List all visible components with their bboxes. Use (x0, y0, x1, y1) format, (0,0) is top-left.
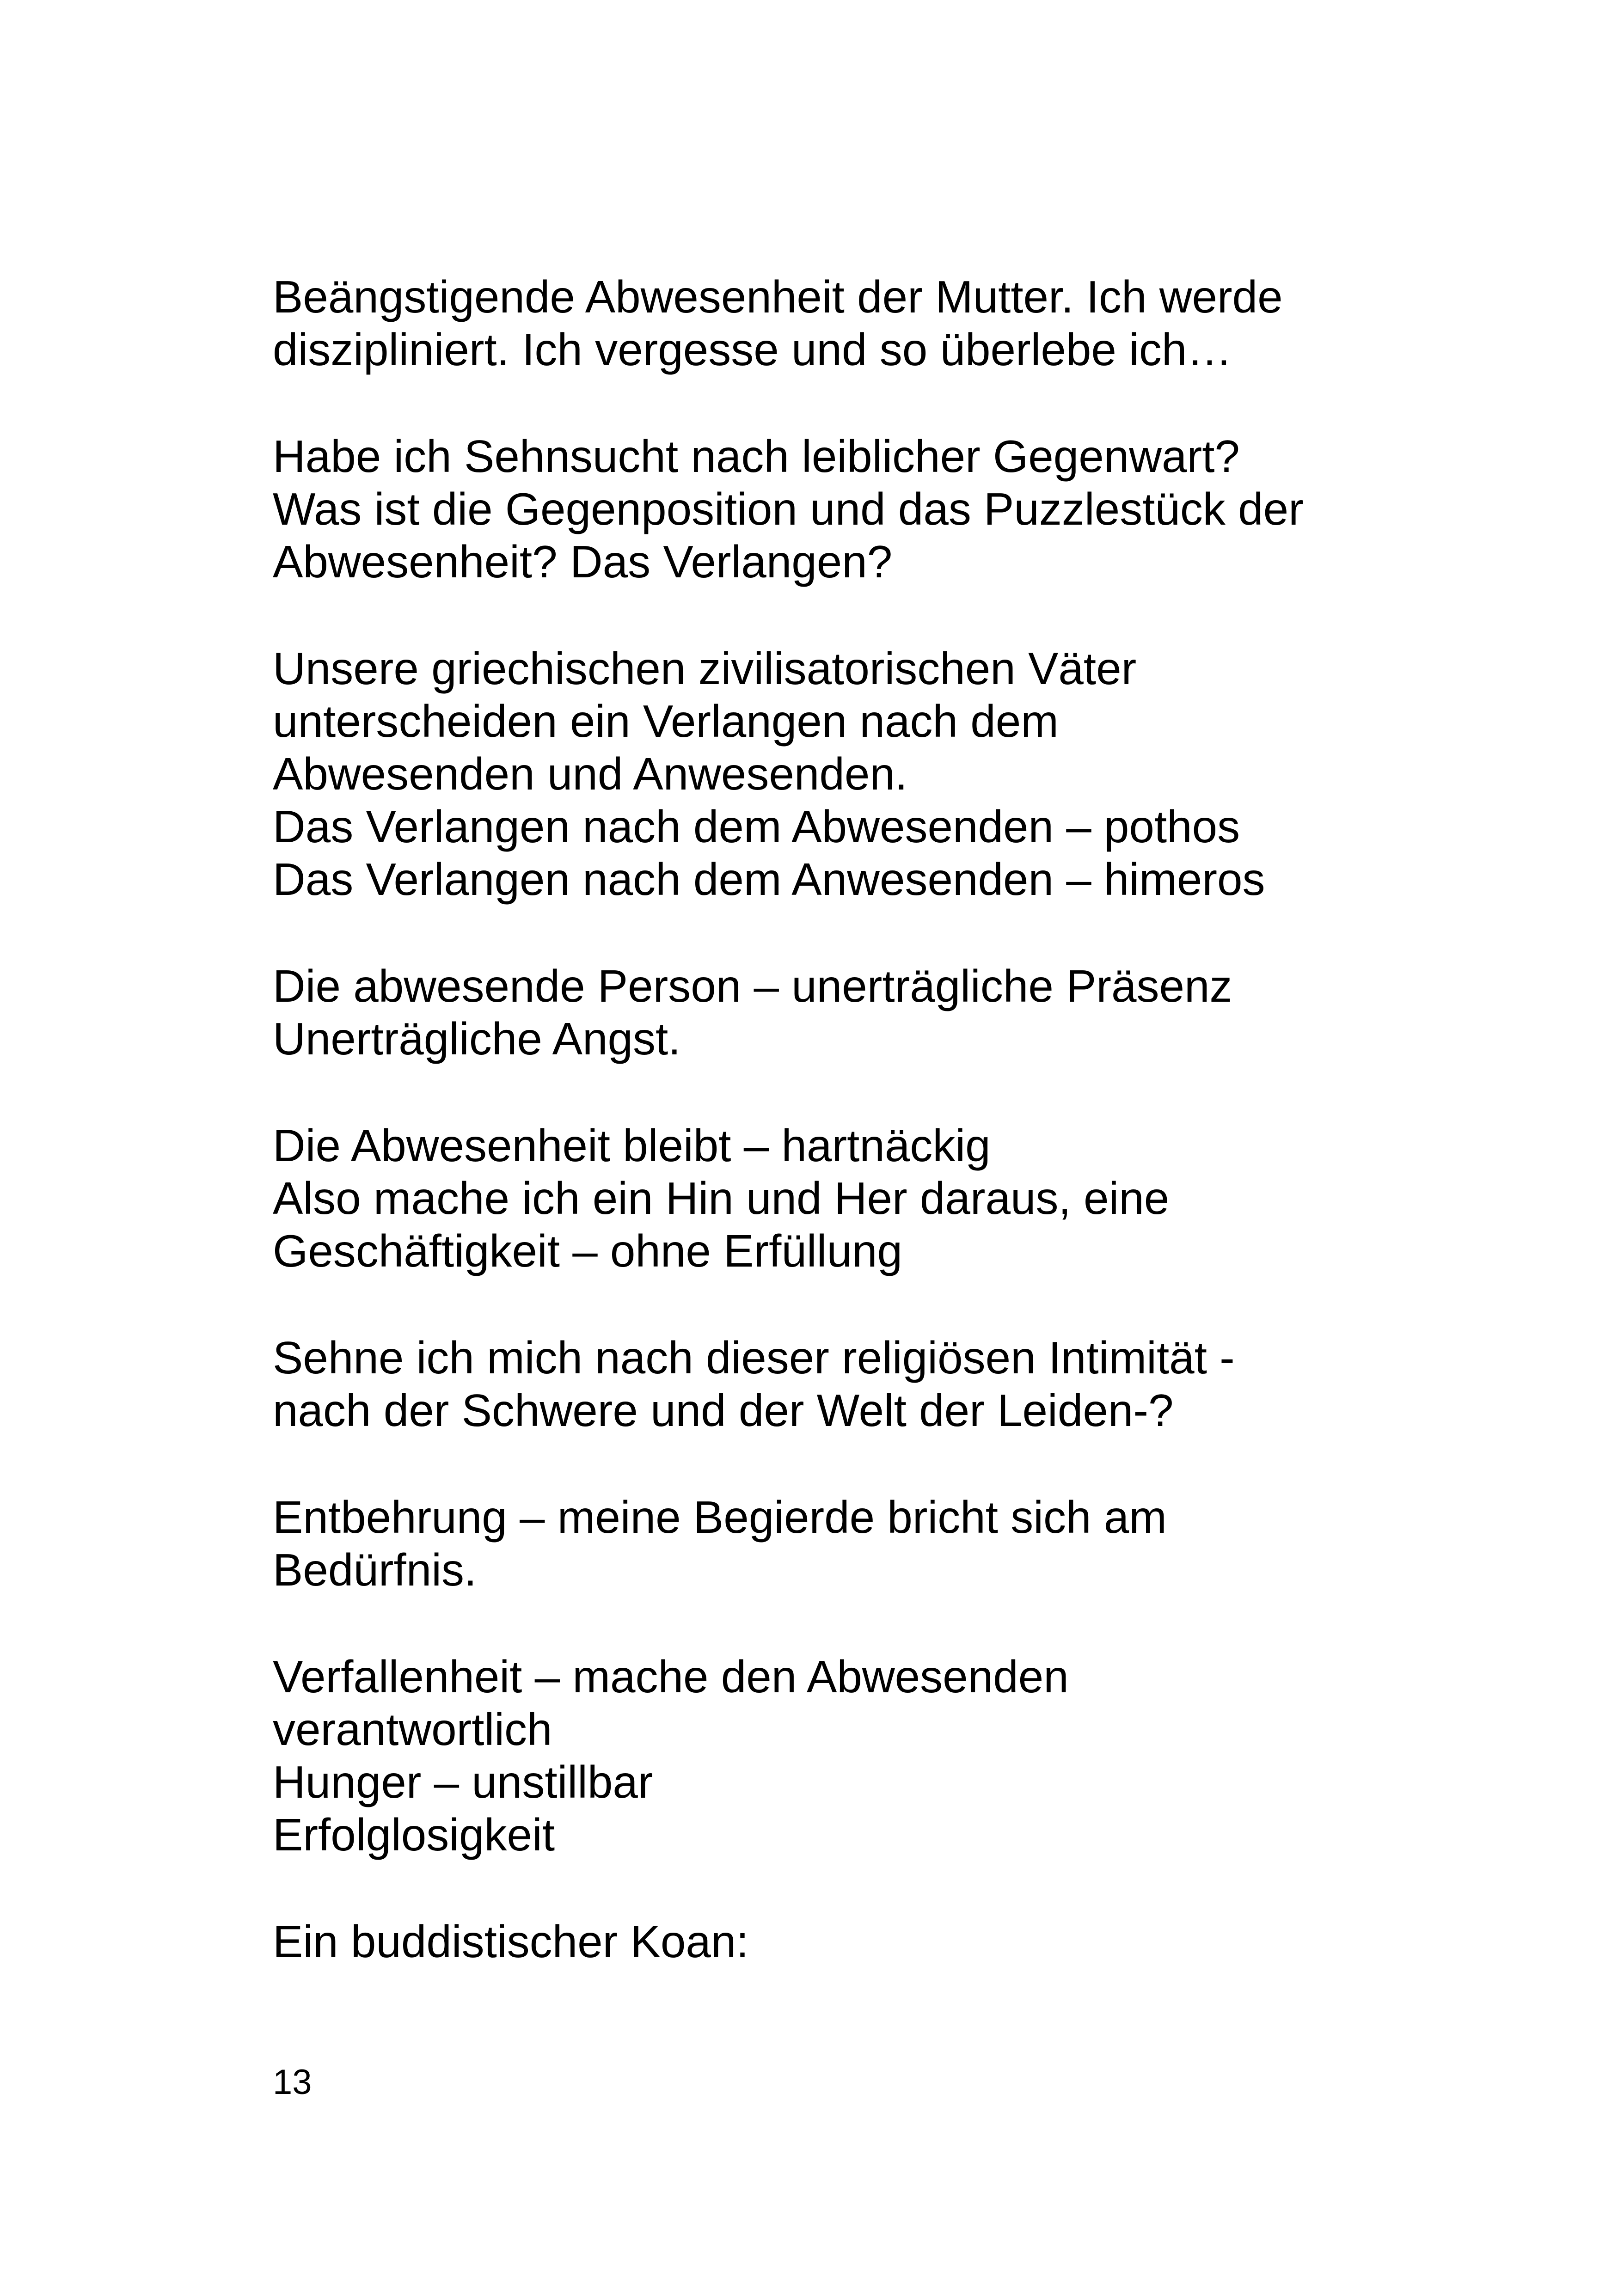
text-line: Unsere griechischen zivilisatorischen Väter (273, 643, 1137, 694)
text-line: Hunger – unstillbar (273, 1757, 653, 1807)
text-line: Entbehrung – meine Begierde bricht sich am (273, 1492, 1167, 1543)
text-line: verantwortlich (273, 1704, 552, 1755)
text-line: Die abwesende Person – unerträgliche Präsenz (273, 961, 1232, 1011)
page-number: 13 (273, 2063, 312, 2102)
text-line: Bedürfnis. (273, 1544, 477, 1595)
paragraph (273, 270, 1521, 376)
body-text (273, 270, 1521, 2022)
text-line: Ein buddistischer Koan: (273, 1916, 749, 1967)
paragraph (273, 430, 1521, 588)
text-line: Was ist die Gegenposition und das Puzzlestück der (273, 484, 1304, 534)
text-line: Beängstigende Abwesenheit der Mutter. Ich werde (273, 271, 1283, 322)
paragraph (273, 960, 1521, 1065)
text-line: Das Verlangen nach dem Abwesenden – pothos (273, 801, 1240, 852)
text-line: Sehne ich mich nach dieser religiösen Intimität - (273, 1332, 1235, 1383)
text-line: Die Abwesenheit bleibt – hartnäckig (273, 1120, 991, 1171)
paragraph (273, 1650, 1521, 1861)
text-line: Das Verlangen nach dem Anwesenden – himeros (273, 854, 1265, 905)
text-line: Verfallenheit – mache den Abwesenden (273, 1651, 1069, 1702)
text-line: Habe ich Sehnsucht nach leiblicher Gegenwart? (273, 431, 1240, 482)
paragraph (273, 1119, 1521, 1277)
text-line: unterscheiden ein Verlangen nach dem (273, 696, 1059, 747)
paragraph (273, 1491, 1521, 1596)
text-line: Unerträgliche Angst. (273, 1013, 681, 1064)
text-line: Also mache ich ein Hin und Her daraus, eine (273, 1173, 1170, 1224)
text-line: Abwesenheit? Das Verlangen? (273, 536, 893, 587)
text-line: Geschäftigkeit – ohne Erfüllung (273, 1225, 902, 1276)
text-line: Abwesenden und Anwesenden. (273, 748, 908, 799)
paragraph (273, 1915, 1521, 1968)
text-line: nach der Schwere und der Welt der Leiden-? (273, 1385, 1174, 1436)
text-line: Erfolglosigkeit (273, 1809, 555, 1860)
paragraph (273, 1331, 1521, 1437)
paragraph (273, 642, 1521, 906)
text-line: diszipliniert. Ich vergesse und so überlebe ich… (273, 324, 1232, 375)
